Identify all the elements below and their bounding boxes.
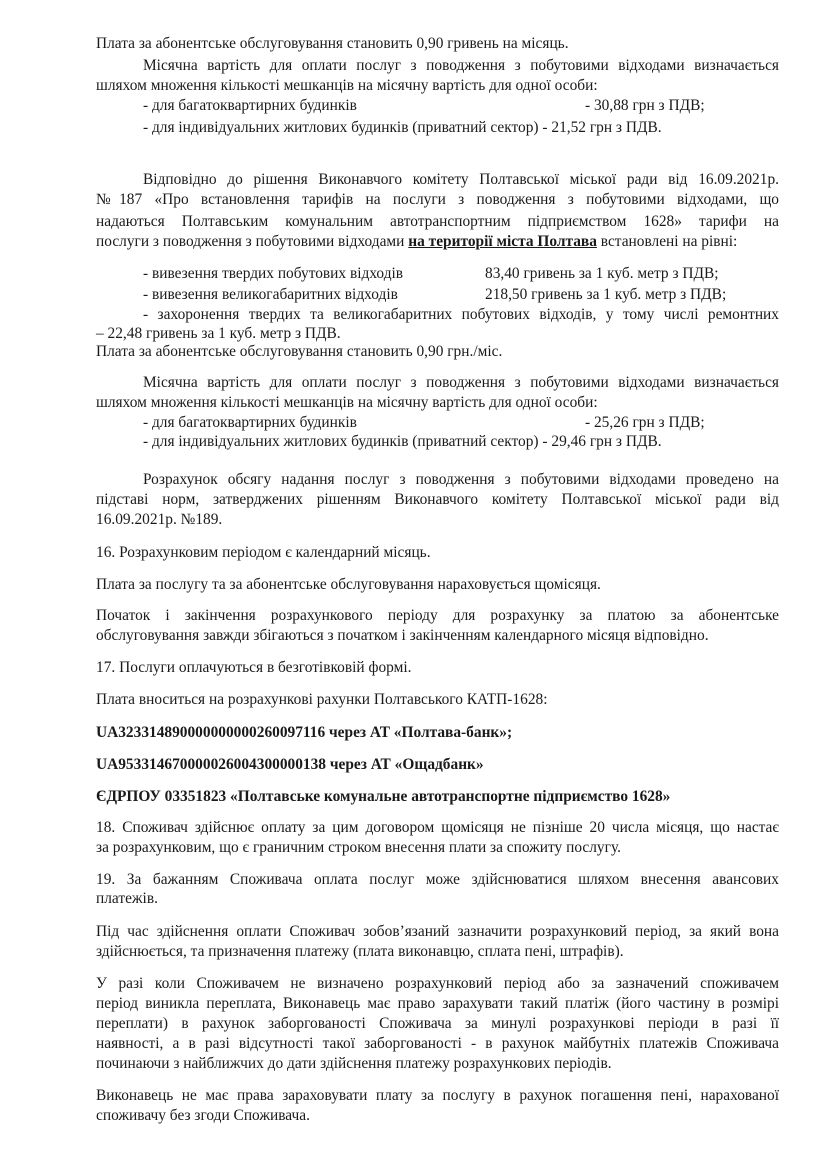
text-line: Відповідно до рішення Виконавчого комітету Полтавської міської ради від 16.09.2021р.: [143, 171, 779, 188]
text-line: Початок і закінчення розрахункового періоду для розрахунку за платою за абонентське: [96, 607, 779, 624]
tariff-label: - для багатоквартирних будинків: [143, 414, 357, 431]
text-line: №187 «Про встановлення тарифів на послуги з поводження з побутовими відходами, що: [96, 191, 779, 208]
text-line: - для індивідуальних житлових будинків (приватний сектор) - 21,52 грн з ПДВ.: [143, 119, 662, 136]
text-line: Плата за послугу та за абонентське обслуговування нараховується щомісяця.: [96, 576, 601, 593]
text-line: починаючи з найближчих до дати здійснення платежу розрахункових періодів.: [96, 1055, 612, 1072]
text-line: [96, 232, 737, 252]
text-line: платежів.: [96, 890, 158, 907]
text-line: Місячна вартість для оплати послуг з поводження з побутовими відходами визначається: [143, 57, 779, 74]
text-line: - захоронення твердих та великогабаритних побутових відходів, у тому числі ремонтних: [143, 306, 779, 323]
edrpou-code: ЄДРПОУ 03351823 «Полтавське комунальне автотранспортне підприємство 1628»: [96, 788, 671, 805]
text-line: 16.09.2021р. №189.: [96, 511, 223, 528]
city-territory-emphasis: на території міста Полтава: [408, 233, 597, 250]
text-line: обслуговування завжди збігаються з початком і закінченням календарного місяця відповідно.: [96, 627, 709, 644]
text-line: Плата за абонентське обслуговування становить 0,90 гривень на місяць.: [96, 35, 569, 52]
tariff-label: - вивезення великогабаритних відходів: [143, 286, 398, 303]
text-line: Під час здійснення оплати Споживач зобов’язаний зазначити розрахунковий період, за який вона: [96, 923, 779, 940]
text-line: шляхом множення кількості мешканців на місячну вартість для одної особи:: [96, 394, 598, 411]
text-fragment: послуги з поводження з побутовими відходами: [96, 233, 409, 250]
clause-18: 18. Споживач здійснює оплату за цим договором щомісяця не пізніше 20 числа місяця, що настає: [96, 819, 779, 836]
text-line: Виконавець не має права зараховувати плату за послугу в рахунок погашення пені, нарахованої: [96, 1087, 779, 1104]
text-line: Місячна вартість для оплати послуг з поводження з побутовими відходами визначається: [143, 374, 779, 391]
text-line: – 22,48 гривень за 1 куб. метр з ПДВ.: [96, 325, 341, 342]
text-line: споживачу без згоди Споживача.: [96, 1107, 310, 1124]
text-line: здійснюється, та призначення платежу (плата виконавцю, сплата пені, штрафів).: [96, 943, 624, 960]
clause-19: 19. За бажанням Споживача оплата послуг може здійснюватися шляхом внесення авансових: [96, 871, 779, 888]
text-line: період виникла переплата, Виконавець має право зарахувати такий платіж (його частину в розмірі: [96, 995, 779, 1012]
text-line: переплати) в рахунок заборгованості Споживача за минулі розрахункові періоди в разі її: [96, 1015, 779, 1032]
text-line: наявності, а в разі відсутності такої заборгованості - в рахунок майбутніх платежів Споживача: [96, 1035, 779, 1052]
text-line: за розрахунковим, що є граничним строком внесення плати за спожиту послугу.: [96, 839, 621, 856]
text-line: шляхом множення кількості мешканців на місячну вартість для одної особи:: [96, 77, 598, 94]
clause-16: 16. Розрахунковим періодом є календарний місяць.: [96, 544, 431, 561]
text-line: Плата вноситься на розрахункові рахунки Полтавського КАТП-1628:: [96, 691, 548, 708]
text-line: У разі коли Споживачем не визначено розрахунковий період або за зазначений споживачем: [96, 975, 779, 992]
text-fragment: встановлені на рівні:: [596, 233, 738, 250]
text-line: підставі норм, затверджених рішенням Виконавчого комітету Полтавської міської ради від: [96, 491, 779, 508]
tariff-value: - 25,26 грн з ПДВ;: [585, 414, 705, 431]
text-line: - для індивідуальних житлових будинків (приватний сектор) - 29,46 грн з ПДВ.: [143, 433, 662, 450]
clause-17: 17. Послуги оплачуються в безготівковій формі.: [96, 659, 412, 676]
tariff-value: - 30,88 грн з ПДВ;: [585, 97, 705, 114]
text-line: Розрахунок обсягу надання послуг з поводження з побутовими відходами проведено на: [143, 471, 779, 488]
bank-account-1: UA323314890000000000260097116 через АТ «Полтава-банк»;: [96, 724, 513, 741]
text-line: надаються Полтавським комунальним автотранспортним підприємством 1628» тарифи на: [96, 213, 779, 230]
text-line: Плата за абонентське обслуговування становить 0,90 грн./міс.: [96, 343, 503, 360]
bank-account-2: UA953314670000026004300000138 через АТ «Ощадбанк»: [96, 756, 484, 773]
tariff-label: - для багатоквартирних будинків: [143, 97, 357, 114]
tariff-value: 218,50 гривень за 1 куб. метр з ПДВ;: [485, 286, 727, 303]
tariff-label: - вивезення твердих побутових відходів: [143, 265, 404, 282]
tariff-value: 83,40 гривень за 1 куб. метр з ПДВ;: [485, 265, 719, 282]
